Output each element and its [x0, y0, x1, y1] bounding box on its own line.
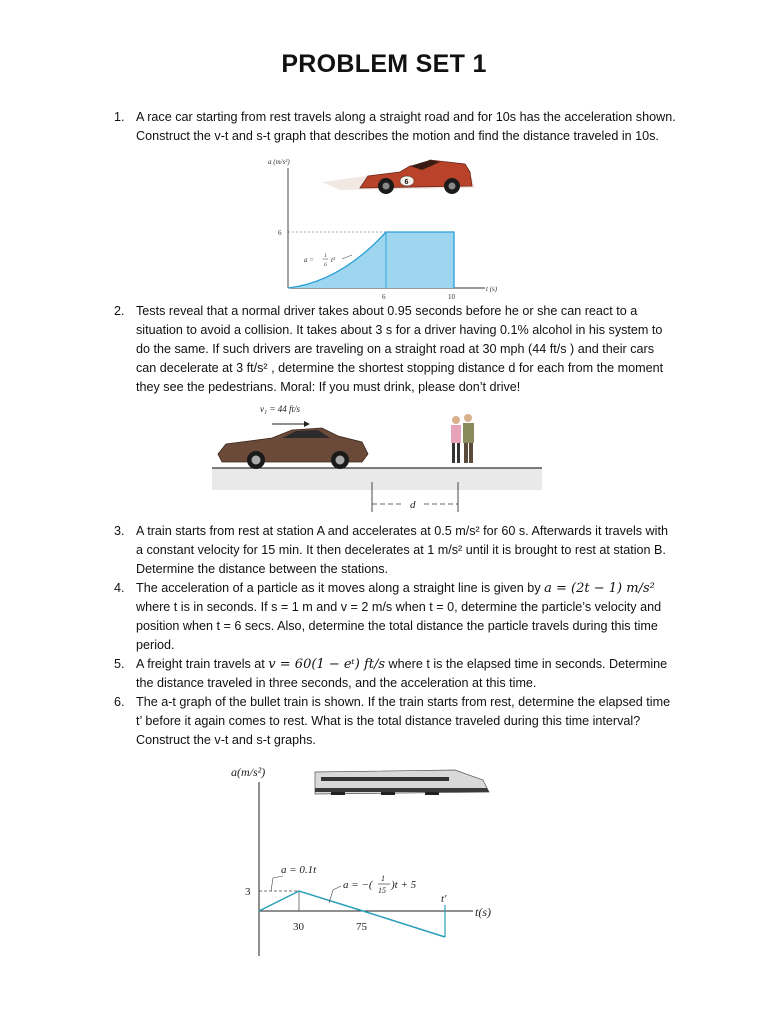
x-axis-label: t (s) — [486, 285, 498, 293]
x-tick-6: 6 — [382, 293, 386, 300]
race-car-image — [322, 160, 475, 194]
fall-label-den: 15 — [378, 886, 386, 895]
text-part: The acceleration of a particle as it moves along a straight line is given by — [136, 581, 545, 595]
acceleration-equation: a = (2t − 1) m/s² — [544, 581, 655, 596]
problem-text: A train starts from rest at station A and accelerates at 0.5 m/s² for 60 s. Afterwards it travels with a constant velocity for 15 min. It then decelerates at 1 m/s² until it is brought to rest at station B. Determine the distance between the stations. — [136, 524, 668, 576]
velocity-equation: v = 60(1 − eᵗ) ft/s — [268, 657, 386, 672]
problem-number: 1. — [114, 110, 125, 124]
bullet-train-image — [315, 770, 489, 795]
rise-equation-label: a = 0.1t — [281, 864, 317, 876]
fall-equation-label — [343, 874, 417, 895]
y-axis-label: a (m/s²) — [268, 158, 290, 166]
problem-number: 4. — [114, 581, 125, 595]
text-part: where t is in seconds. If s = 1 m and v = 2 m/s when t = 0, determine the particle’s velocity and position when t = 6 secs. Also, determine the total distance the particle travels during this time period. — [136, 600, 662, 652]
y-tick-label: 3 — [245, 886, 251, 898]
x-tick-30: 30 — [293, 921, 304, 933]
problem-number: 6. — [114, 695, 125, 709]
problem-text: The a-t graph of the bullet train is shown. If the train starts from rest, determine the elapsed time t’ before it again comes to rest. What is the total distance traveled during this time interval? Construct the v-t and s-t graphs. — [136, 695, 671, 747]
x-tick-10: 10 — [448, 293, 455, 300]
distance-label: d — [410, 499, 416, 511]
curve-label-t: t² — [331, 256, 336, 264]
pedestrians-image — [451, 414, 474, 463]
fall-label-num: 1 — [381, 874, 385, 883]
car-number: 6 — [404, 179, 409, 186]
y-tick-label: 6 — [278, 229, 282, 237]
t-prime-label: t′ — [441, 893, 447, 905]
acceleration-line — [259, 891, 445, 937]
rise-label-leader — [271, 876, 283, 891]
fall-label-a: a = −( — [343, 879, 373, 891]
curve-label-a: a = — [304, 256, 314, 264]
x-axis-label: t(s) — [475, 905, 491, 919]
problem-text: Tests reveal that a normal driver takes about 0.95 seconds before he or she can react to a situation to avoid a collision. It takes about 3 s for a driver having 0.1% alcohol in his system to do the same. If such drivers are traveling on a straight road at 30 mph (44 ft/s ) and their cars can decelerate at 3 ft/s² , determine the shortest stopping distance d for each from the moment they see the pedestrians. Moral: If you must drink, please don’t drive! — [136, 304, 664, 394]
road-surface — [212, 468, 542, 490]
problem-text — [136, 579, 676, 655]
text-part: where t is the elapsed time in seconds. Determine the distance traveled in three seconds, and the acceleration at this time. — [136, 657, 668, 690]
curve-label-num: 1 — [324, 253, 327, 259]
x-tick-75: 75 — [356, 921, 367, 933]
problem-text: A race car starting from rest travels along a straight road and for 10s has the acceleration shown. Construct the v-t and s-t graph that describes the motion and find the distance traveled in 10s. — [136, 110, 676, 143]
problem-text — [136, 655, 676, 693]
curve-label-den: 6 — [324, 262, 327, 268]
velocity-label: v₁ = 44 ft/s — [260, 404, 300, 414]
constant-region — [386, 232, 454, 288]
fall-label-b: )t + 5 — [391, 879, 417, 891]
parabolic-region — [288, 232, 386, 288]
curve-equation-label — [304, 253, 336, 268]
car-image — [218, 428, 368, 469]
problem-number: 2. — [114, 304, 125, 318]
text-part: A freight train travels at — [136, 657, 269, 671]
car-pedestrian-figure — [212, 398, 542, 518]
race-car-acceleration-graph — [260, 152, 510, 300]
bullet-train-acceleration-graph — [205, 760, 565, 960]
page-title: PROBLEM SET 1 — [281, 50, 487, 78]
y-axis-label: a(m/s²) — [231, 765, 266, 779]
problem-number: 5. — [114, 657, 125, 671]
curve-label-leader — [342, 255, 352, 259]
problem-number: 3. — [114, 524, 125, 538]
